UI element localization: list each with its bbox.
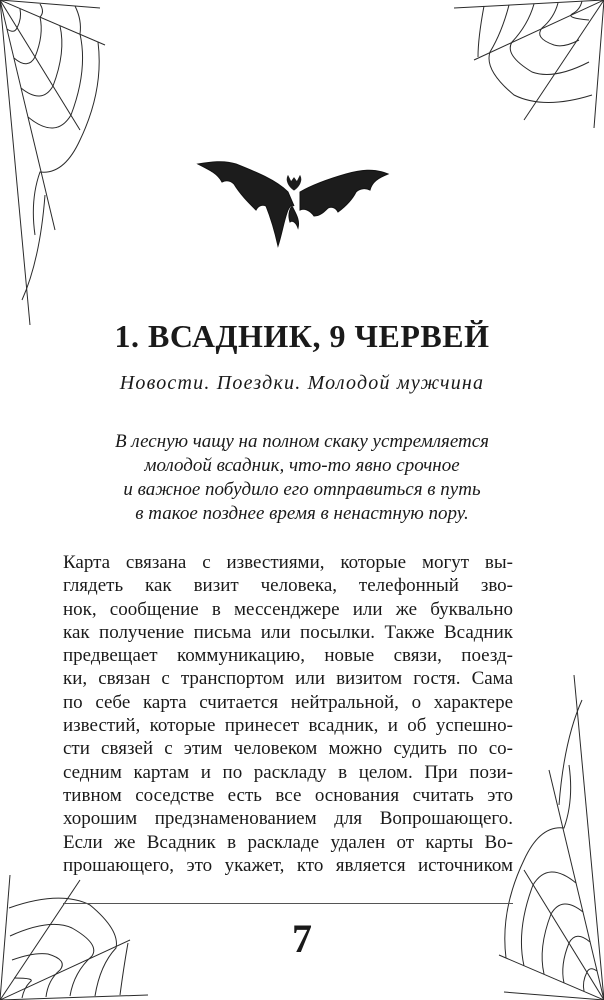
chapter-title: 1. ВСАДНИК, 9 ЧЕРВЕЙ [114,318,490,354]
body-line: Карта связана с известиями, которые могут вы- [63,552,513,573]
chapter-subtitle: Новости. Поездки. Молодой мужчина [119,372,485,394]
body-line: тивном соседстве есть все основания считать это [63,784,513,806]
body-line: как получение письма или посылки. Также Всадник [63,621,513,643]
spider-web-top-right-icon [454,0,604,130]
body-line: хорошим предзнаменованием для Вопрошающего. [63,808,513,830]
body-line: прошающего, это укажет, кто является источником [63,854,513,876]
body-line: предвещает коммуникацию, новые связи, поезд- [63,645,513,667]
page-number: 7 [292,916,312,961]
body-line: ки, связан с транспортом или визитом гостя. Сама [63,668,513,690]
epigraph-line: молодой всадник, что-то явно срочное [144,455,460,476]
body-line: сти связей с этим человеком можно судить по со- [63,738,513,760]
epigraph [62,430,542,526]
epigraph-line: в такое позднее время в ненастную пору. [135,503,469,524]
epigraph-line: В лесную чащу на полном скаку устремляется [114,431,490,452]
body-line: Если же Всадник в раскладе удален от карты Во- [63,831,513,853]
body-line: по себе карта считается нейтральной, о характере [63,691,513,713]
body-line: нок, сообщение в мессенджере или же буквально [63,598,513,620]
body-line: седним картам и по раскладу в целом. При пози- [63,761,513,783]
epigraph-line: и важное побудило его отправиться в путь [123,479,481,500]
body-paragraph [63,551,513,877]
body-line: известий, которые принесет всадник, и об успешно- [63,715,513,737]
body-line: глядеть как визит человека, телефонный зво- [63,575,513,597]
bat-icon [196,150,392,252]
spider-web-top-left-icon [0,0,110,330]
footer-divider [63,903,513,904]
